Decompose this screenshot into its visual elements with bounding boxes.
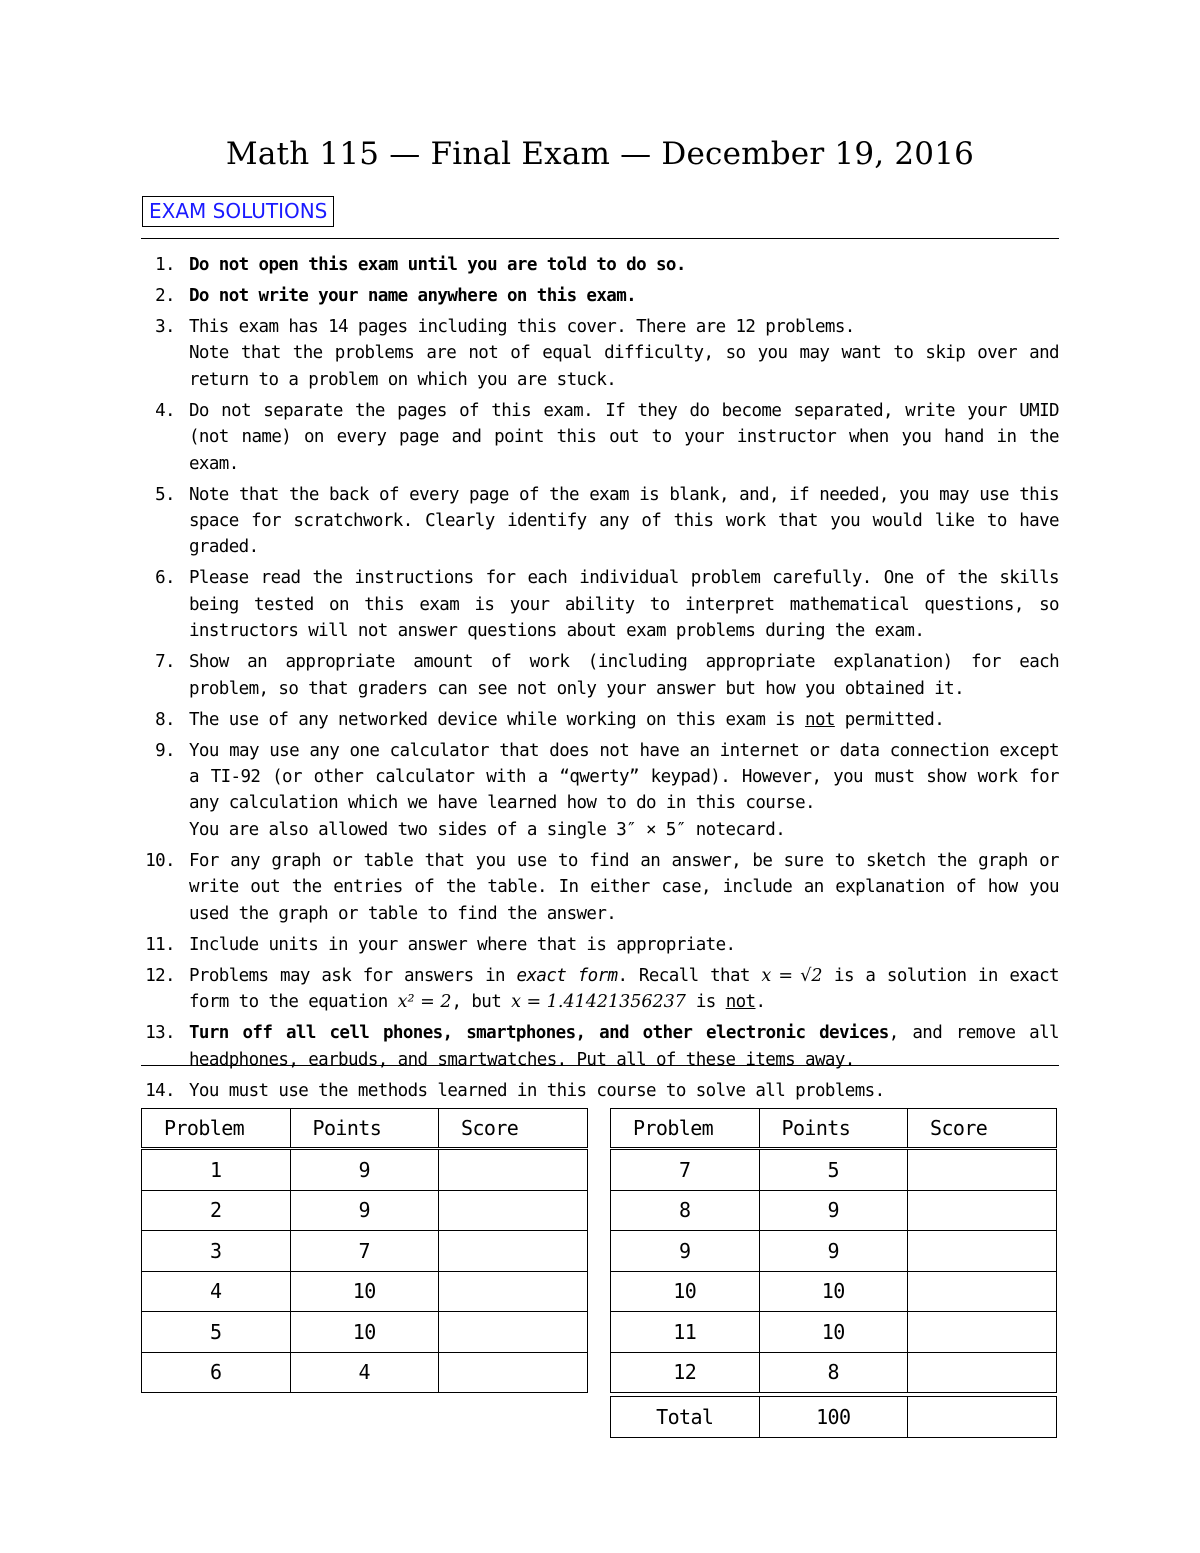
instruction-text: Do not write your name anywhere on this exam. <box>189 286 637 306</box>
points-cell: 7 <box>290 1231 439 1272</box>
instruction-item <box>141 848 1059 927</box>
instruction-text-bold: Turn off all cell phones, smartphones, and other electronic devices <box>189 1023 889 1044</box>
table-row <box>142 1149 588 1191</box>
math-expression: x = 1.41421356237 <box>511 992 686 1013</box>
italic-exact-form: exact form <box>516 965 618 986</box>
table-row <box>611 1149 1057 1191</box>
instruction-text-note: Note that the problems are not of equal difficulty, so you may want to skip over and return to a problem on which you are stuck. <box>189 343 1059 390</box>
instruction-number: 7. <box>155 652 175 673</box>
problem-cell: 12 <box>611 1352 760 1393</box>
instruction-item <box>141 649 1059 702</box>
table-row <box>611 1190 1057 1231</box>
instructions-list <box>141 252 1059 1109</box>
problem-cell: 8 <box>611 1190 760 1231</box>
score-cell[interactable] <box>908 1312 1057 1353</box>
instruction-text: Problems may ask for answers in <box>189 965 517 986</box>
instruction-text-end: permitted. <box>834 709 945 730</box>
points-cell: 5 <box>759 1149 908 1191</box>
points-cell: 4 <box>290 1352 439 1393</box>
score-cell[interactable] <box>439 1352 588 1393</box>
instruction-number: 2. <box>155 286 175 306</box>
table-row <box>611 1231 1057 1272</box>
instruction-text-part: , but <box>451 992 512 1013</box>
header-score: Score <box>439 1109 588 1149</box>
total-points: 100 <box>759 1397 908 1438</box>
instruction-text-part: . Recall that <box>617 965 762 986</box>
points-cell: 9 <box>759 1231 908 1272</box>
instruction-number: 11. <box>145 934 175 955</box>
instruction-number: 12. <box>145 965 175 986</box>
instruction-text-part: is a solution in exact form to the equation <box>189 965 1059 1013</box>
problem-cell: 9 <box>611 1231 760 1272</box>
instruction-text: Please read the instructions for each individual problem carefully. One of the skills being tested on this exam is your ability to interpret mathematical questions, so instructors will not answer questions about exam problems during the exam. <box>189 568 1059 642</box>
header-points: Points <box>290 1109 439 1149</box>
total-label: Total <box>611 1397 760 1438</box>
problem-cell: 2 <box>142 1190 291 1231</box>
points-cell: 9 <box>759 1190 908 1231</box>
instruction-text: This exam has 14 pages including this cover. There are 12 problems. <box>189 317 855 337</box>
score-cell[interactable] <box>908 1190 1057 1231</box>
table-row <box>142 1231 588 1272</box>
instruction-item <box>141 252 1059 278</box>
bottom-divider <box>141 1065 1059 1066</box>
score-cell[interactable] <box>439 1312 588 1353</box>
points-cell: 10 <box>759 1312 908 1353</box>
instruction-text: Show an appropriate amount of work (including appropriate explanation) for each problem, so that graders can see not only your answer but how you obtained it. <box>189 652 1059 699</box>
instruction-number: 14. <box>145 1080 175 1101</box>
instruction-item <box>141 738 1059 844</box>
instruction-item <box>141 932 1059 958</box>
instruction-item <box>141 565 1059 644</box>
header-problem: Problem <box>142 1109 291 1149</box>
instruction-text: For any graph or table that you use to find an answer, be sure to sketch the graph or write out the entries of the table. In either case, include an explanation of how you used the graph or table to find the answer. <box>189 850 1059 924</box>
score-cell[interactable] <box>439 1190 588 1231</box>
instruction-text: The use of any networked device while working on this exam is <box>189 709 806 730</box>
instruction-item <box>141 963 1059 1016</box>
instruction-text: Include units in your answer where that is appropriate. <box>189 934 736 955</box>
problem-cell: 11 <box>611 1312 760 1353</box>
score-cell[interactable] <box>439 1231 588 1272</box>
problem-cell: 10 <box>611 1271 760 1312</box>
math-expression: x² = 2 <box>397 992 452 1013</box>
points-cell: 10 <box>759 1271 908 1312</box>
score-cell[interactable] <box>908 1231 1057 1272</box>
score-cell[interactable] <box>908 1352 1057 1393</box>
instruction-text: , and remove all headphones, earbuds, and smartwatches. Put all of these items away. <box>189 1023 1059 1070</box>
table-row <box>611 1352 1057 1393</box>
header-points: Points <box>759 1109 908 1149</box>
instruction-item <box>141 482 1059 561</box>
instruction-number: 13. <box>145 1023 175 1044</box>
points-cell: 9 <box>290 1149 439 1191</box>
instruction-number: 9. <box>155 740 175 761</box>
instruction-number: 4. <box>155 400 175 421</box>
table-row <box>611 1271 1057 1312</box>
instruction-text-part: is <box>685 992 726 1013</box>
instruction-number: 3. <box>155 317 175 337</box>
points-cell: 8 <box>759 1352 908 1393</box>
math-expression: x = √2 <box>761 965 823 986</box>
instruction-number: 8. <box>155 709 175 730</box>
table-row <box>142 1352 588 1393</box>
instruction-item <box>141 1078 1059 1104</box>
instruction-number: 6. <box>155 568 175 589</box>
problem-cell: 6 <box>142 1352 291 1393</box>
total-row <box>611 1397 1057 1438</box>
underlined-not: not <box>725 992 756 1013</box>
top-divider <box>141 238 1059 239</box>
instruction-text: Do not open this exam until you are told to do so. <box>189 255 686 275</box>
score-table-header <box>142 1109 588 1149</box>
page-title: Math 115 — Final Exam — December 19, 2016 <box>225 136 975 172</box>
instruction-item <box>141 314 1059 393</box>
problem-cell: 7 <box>611 1149 760 1191</box>
instruction-number: 1. <box>155 255 175 275</box>
instruction-number: 10. <box>145 850 175 871</box>
instruction-text-end: . <box>755 992 766 1013</box>
problem-cell: 1 <box>142 1149 291 1191</box>
points-cell: 10 <box>290 1271 439 1312</box>
instruction-number: 5. <box>155 484 175 505</box>
score-table-header <box>611 1109 1057 1149</box>
table-row <box>142 1271 588 1312</box>
table-row <box>142 1190 588 1231</box>
exam-solutions-label: EXAM SOLUTIONS <box>142 196 334 227</box>
instruction-item <box>141 398 1059 477</box>
score-cell[interactable] <box>439 1271 588 1312</box>
problem-cell: 5 <box>142 1312 291 1353</box>
instruction-item <box>141 707 1059 733</box>
table-row <box>142 1312 588 1353</box>
instruction-text: You may use any one calculator that does not have an internet or data connection except a TI-92 (or other calculator with a “qwerty” keypad). However, you must show work for any calculation which we have learned how to do in this course. <box>189 740 1059 814</box>
instruction-text-note: You are also allowed two sides of a single 3″ × 5″ notecard. <box>189 819 786 840</box>
score-cell[interactable] <box>908 1149 1057 1191</box>
score-table-right <box>610 1108 1057 1438</box>
header-problem: Problem <box>611 1109 760 1149</box>
underlined-not: not <box>805 709 835 730</box>
table-row <box>611 1312 1057 1353</box>
instruction-text: Note that the back of every page of the exam is blank, and, if needed, you may use this space for scratchwork. Clearly identify any of this work that you would like to have graded. <box>189 484 1059 558</box>
header-score: Score <box>908 1109 1057 1149</box>
score-cell[interactable] <box>439 1149 588 1191</box>
points-cell: 10 <box>290 1312 439 1353</box>
instruction-text: You must use the methods learned in this course to solve all problems. <box>189 1080 885 1101</box>
score-table-left <box>141 1108 588 1393</box>
score-cell[interactable] <box>908 1271 1057 1312</box>
problem-cell: 4 <box>142 1271 291 1312</box>
instruction-text: Do not separate the pages of this exam. If they do become separated, write your UMID (not name) on every page and point this out to your instructor when you hand in the exam. <box>189 400 1059 474</box>
instruction-item <box>141 283 1059 309</box>
total-score-cell[interactable] <box>908 1397 1057 1438</box>
problem-cell: 3 <box>142 1231 291 1272</box>
points-cell: 9 <box>290 1190 439 1231</box>
